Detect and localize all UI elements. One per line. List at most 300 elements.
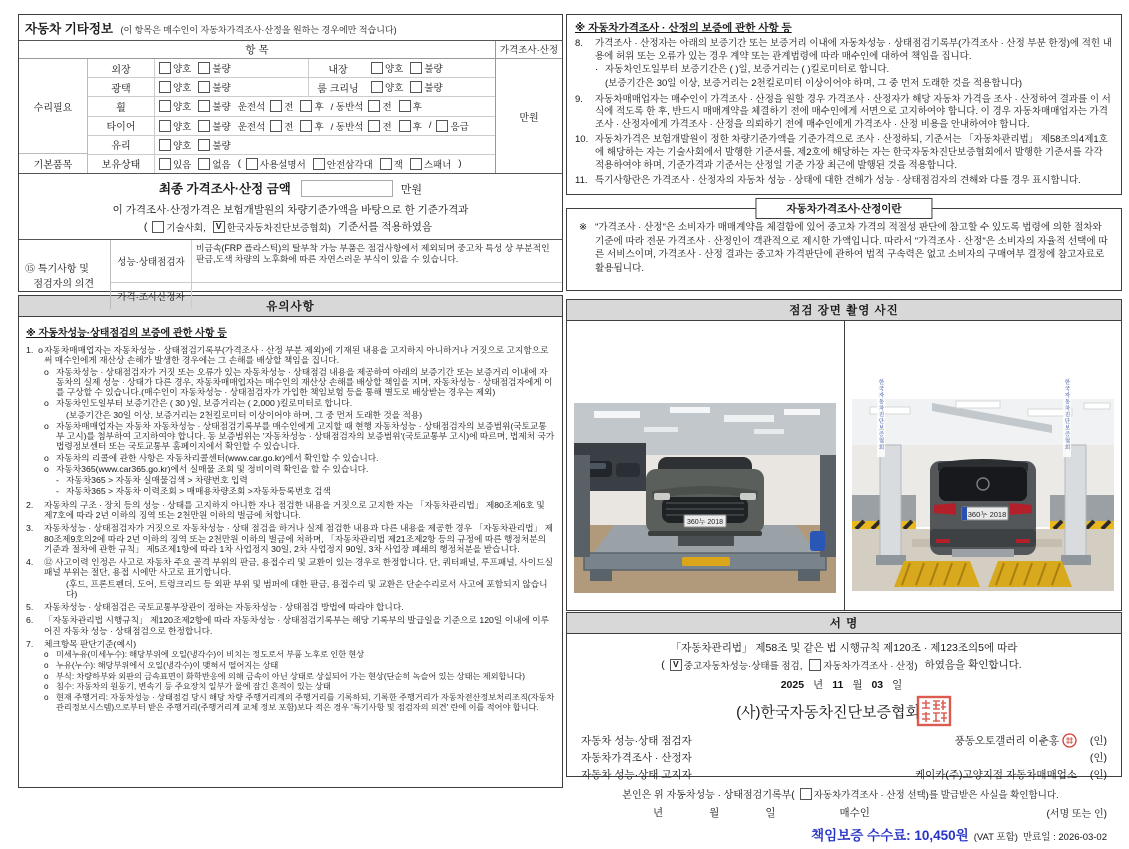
org-line [581,695,1107,727]
checkbox-label: 스패너 [423,159,452,171]
checkbox-label: 양호 [173,121,192,133]
fee-expire: 만료일 : 2026-03-02 [1022,832,1107,843]
list-marker: 11. [575,175,588,187]
checkbox[interactable] [152,221,164,233]
seal-placeholder: (인) [1089,752,1107,764]
list-item [56,579,555,600]
checkbox-label: 중고자동차성능·상태를 점검, [683,660,803,672]
list-text: 자동차가격은 보험개발원이 정한 차량기준가액을 기준가격으로 조사 · 산정하되, 기준서는 「자동차관리법」 제58조의4제1호에 해당하는 자는 기술사회에서 발행한 기준서를, 제2호에 해당하는 자는 한국자동차진단보증협회에서 발행한 기준서를 각각 적용하여야 하며, 기준가격과 기준서는 산정일 기준 가장 최근에 발행된 것을 적용합니다. [595,134,1108,171]
checkbox-label: 불량 [212,121,231,133]
buyer-sign-hint: (서명 또는 인) [1046,809,1107,820]
checkbox[interactable] [159,100,171,112]
text-segment: ( [661,658,665,671]
text-segment: 월 [852,679,863,691]
special-remarks-rows [111,240,562,309]
checkbox-option [436,119,468,133]
text-segment: 운전석 [237,121,266,133]
text-segment: 03 [871,678,884,691]
signer-row [581,749,1107,766]
checkbox[interactable] [198,120,210,132]
text-segment: ( [237,158,241,170]
price-guarantee-section [566,14,1122,195]
list-marker: 4. [26,557,34,568]
list-item [56,486,555,496]
list-marker [56,410,66,420]
list-item [26,557,555,578]
list-item [595,64,1113,77]
checkbox-label: 불량 [212,140,231,152]
price-guarantee-header: ※ 자동차가격조사 · 산정의 보증에 관한 사항 등 [575,22,792,34]
signer-role: 자동차 성능·상태 고지자 [581,769,692,781]
checkbox-label: 응급 [450,121,469,133]
checkbox-option [300,99,323,113]
notes-section [18,295,563,788]
checkbox-label: 자동차가격조사 · 산정) [823,660,918,672]
org-name: (사)한국자동차진단보증협회 [736,703,920,721]
checkbox-label: 사용설명서 [259,159,306,171]
checkbox-label: 전 [382,102,392,114]
remark-text: 비금속(FRP 플라스틱)의 탈부착 가능 부품은 점검사항에서 제외되며 중고차 특성 상 부분적인 판금,도색 차량의 노후화에 따른 자연스러운 부식이 있을 수 있습니다. [196,243,550,265]
checkbox-option [313,157,373,171]
row-mid-label: 내장 [308,59,367,77]
list-marker: o [44,671,49,681]
buyer-label: 매수인 [839,807,870,819]
checkbox-option [198,61,230,75]
list-text: 미세누유(미세누수): 해당부위에 오일(냉각수)이 비치는 정도로서 부품 노후로 인한 현상 [56,650,365,660]
notes-subheader: ※ 자동차성능·상태점검의 보증에 관한 사항 등 [26,328,227,339]
table-header-row [19,40,562,58]
final-amount-label: 최종 가격조사·산정 금액 [158,182,291,196]
section-title-note: (이 항목은 매수인이 자동차가격조사·산정을 원하는 경우에만 적습니다) [120,25,397,35]
list-item [575,134,1113,172]
list-marker: o [44,452,49,463]
checkbox-option [399,119,422,133]
checkbox[interactable] [198,100,210,112]
special-remark-row [111,240,562,283]
list-marker: 7. [26,638,34,649]
checkbox-option [371,61,403,75]
row-label: 타이어 [88,117,155,135]
signer-role: 자동차 성능·상태 점검자 [581,735,692,747]
list-marker: 3. [26,523,34,534]
list-text: 자동차성능 · 상태점검자가 거짓으로 자동차성능 · 상태 점검을 하거나 실제 점검한 내용과 다른 내용을 제공한 경우 「자동차관리법」 제80조제9호의2에 따라 2년 이하의 징역 또는 2천만원 이하의 벌금에 처하며, 「자동차관리법 제21조제2항 등의 규정에 따른 행정처분의 기준과 절차에 관한 규칙」 제5조제1항에 따라 1차 사업정지 30일, 2차 사업정지 90일, 3차 사업장 폐쇄의 행정처분을 받습니다. [44,523,553,554]
signer-name-text: 풍동오토갤러리 이춘홍 [954,735,1059,747]
row-label: 광택 [88,78,155,96]
list-text: 자동차365 > 자동차 이력조회 > 매매용차량조회 >자동차등록번호 검색 [66,486,331,497]
checkbox[interactable] [300,120,312,132]
column-header-price: 가격조사·산정 [495,41,562,58]
notes-header: 유의사항 [19,296,562,317]
row-checks [155,119,495,133]
row-checks-2 [367,61,495,75]
seal-placeholder: (인) [1089,735,1107,747]
list-marker: 6. [26,615,34,626]
list-text: 자동차성능 · 상태점검은 국토교통부장관이 정하는 자동차성능 · 상태점검 방법에 따라야 합니다. [44,602,404,613]
list-item [44,682,555,692]
list-item [26,615,555,636]
checkbox-option [368,99,391,113]
checkbox-option [159,138,191,152]
photo-front-image [574,403,836,593]
checkbox-option [270,99,293,113]
checkbox-label: 양호 [385,83,404,95]
list-text: ⑫ 사고이력 인정은 사고로 자동차 주요 골격 부위의 판금, 용접수리 및 교환이 있는 경우로 한정합니다. 단, 쿼터패널, 루프패널, 사이드실패널 부위는 절단, 용접 시에만 사고로 표기합니다. [44,557,553,578]
list-marker: o [44,650,49,660]
list-text: 자동차매매업자는 매수인이 가격조사 · 산정을 원할 경우 가격조사 · 산정자가 해당 자동차 가격을 조사 · 산정하여 결과를 이 서식에 적도록 한 후, 반드시 매매계약을 체결하기 전에 매수인에게 서면으로 고지하여야 합니다. 이 경우 자동차매매업자는 가격조사 · 산정자에게 가격조사 · 산정을 의뢰하기 전에 매수인에게 가격조사 · 산정 비용을 안내하여야 합니다. [595,93,1111,130]
list-marker: o [44,660,49,670]
signer-name [796,733,1077,748]
text-segment: ( [143,220,148,233]
table-row [88,117,495,136]
checkbox-option [198,80,230,94]
org-square-seal [916,695,952,727]
checkbox-label: 불량 [212,64,231,76]
row-checks [155,61,308,75]
row-checks-2 [367,80,495,94]
notes-items [26,345,555,712]
list-marker: o [44,420,49,431]
signature-confirm-line [581,657,1107,672]
checkbox-label: 전 [382,121,392,133]
list-text: 자동차매매업자는 자동차성능 · 상태점검기록부(가격조사 · 산정 부분 제외)에 기재된 내용을 고지하지 아니하거나 거짓으로 고지함으로써 매수인에게 재산상 손해가 발생한 경우에는 그 손해를 배상할 책임을 집니다. [44,345,549,366]
text-segment: 본인은 위 자동차성능 · 상태점검기록부( [622,790,795,801]
svg-text:360누 2018: 360누 2018 [687,519,724,526]
signature-header: 서 명 [567,613,1121,634]
list-marker: 9. [575,93,583,105]
price-info-box [566,203,1122,291]
checkbox-label: 잭 [393,159,403,171]
checkbox-label: 불량 [212,102,231,114]
checkbox-option [198,119,230,133]
row-label: 외장 [88,59,155,77]
checkbox-label: 양호 [173,102,192,114]
list-marker: 8. [575,38,583,49]
checkbox[interactable] [246,158,258,170]
checkbox-label: 기술사회, [166,222,206,234]
checkbox-option [198,99,230,113]
checkbox-option [159,99,191,113]
list-item [56,410,555,420]
repair-needed-label: 수리필요 [19,59,87,154]
list-item [26,602,555,612]
text-segment: 일 [892,679,903,691]
checkbox-label: 한국자동차진단보증협회) [226,222,331,234]
list-marker: 5. [26,602,34,613]
list-marker: 10. [575,134,589,146]
checkbox-label: 불량 [424,64,443,76]
list-text: (후드, 프론트펜더, 도어, 트렁크리드 등 외판 부위 및 범퍼에 대한 판금, 용접수리 및 교환은 단순수리로서 사고에 포함되지 않습니다) [66,578,548,599]
checkbox[interactable] [399,100,411,112]
row-mid-label: 룸 크리닝 [308,78,367,96]
list-item [44,464,555,474]
checkbox-option [399,99,422,113]
basis-note [19,200,562,239]
row-checks [155,157,495,171]
text-segment: / 동반석 [330,102,364,114]
list-text: 체크항목 판단기준(예시) [44,638,137,649]
checkbox-label: 전 [284,121,294,133]
checkbox-option [159,157,191,171]
checkbox[interactable] [380,158,392,170]
list-item [575,175,1113,188]
checkbox-option [152,220,205,234]
text-segment: 운전석 [237,102,266,114]
checkbox[interactable] [436,120,448,132]
text-segment: / [428,120,432,132]
checkbox[interactable] [270,120,282,132]
list-text: (보증기간은 30일 이상, 보증거리는 2천킬로미터 이상이어야 하며, 그 중 먼저 도래한 것을 적용합니다) [605,77,1023,89]
signature-date [581,677,1107,692]
list-text: 자동차인도일부터 보증기간은 ( )일, 보증거리는 ( )킬로미터로 합니다. [605,64,890,76]
checkbox[interactable] [410,158,422,170]
list-marker: · [595,64,599,76]
final-amount-unit: 만원 [400,184,423,196]
check-rows [87,59,495,173]
list-text: 자동차의 리콜에 관한 사항은 자동차리콜센터(www.car.go.kr)에서 확인할 수 있습니다. [56,452,379,463]
list-marker: o [44,463,49,474]
checkbox-option [380,157,403,171]
basis-note-line2 [19,219,562,234]
basis-note-line1: 이 가격조사·산정가격은 보험개발원의 차량기준가액을 바탕으로 한 기준가격과 [112,204,469,216]
list-text: 가격조사 · 산정자는 아래의 보증기간 또는 보증거리 이내에 자동차성능 · 상태점검기록부(가격조사 · 산정 부분 한정)에 적힌 내용에 허위 또는 오류가 있는 경우 계약 또는 관계법령에 따라 매수인에 대하여 책임을 집니다. [595,38,1112,62]
list-item [44,367,555,398]
list-item [44,421,555,452]
basic-items-label: 기본품목 [33,160,73,172]
checkbox-option [368,119,391,133]
checkbox[interactable] [368,120,380,132]
list-text: (보증기간은 30일 이상, 보증거리는 2천킬로미터 이상이어야 하며, 그 중 먼저 도래한 것을 적용) [66,409,423,420]
checkbox[interactable] [800,788,812,800]
checkbox[interactable] [159,81,171,93]
checkbox[interactable] [198,158,210,170]
table-body [19,58,562,173]
photo-cell-rear [844,321,1122,610]
list-text: 특기사항란은 가격조사 · 산정자의 자동차 성능 · 상태에 대한 견해가 성능 · 상태점검자의 견해와 다를 경우 표시합니다. [595,175,1081,187]
checkbox[interactable] [270,100,282,112]
list-marker [595,78,605,91]
signature-section [566,612,1122,843]
list-item [44,693,555,712]
text-segment: 기준서를 적용하였음 [337,221,433,233]
list-text: 자동차매매업자는 자동차 자동차성능 · 상태점검기록부를 매수인에게 고지할 때 현행 자동차성능 · 상태점검자의 보증범위(국토교통부 고시)를 첨부하여 고지하여야 합니다. 동 보증범위는 '자동차성능 · 상태점검자의 보증범위'(국토교통부 고시)에 따르며, 법제처 국가법령정보센터 또는 국토교통부 홈페이지에서 확인할 수 있습니다. [56,420,555,452]
list-marker: 2. [26,499,34,510]
list-marker: o [44,682,49,692]
checkbox[interactable] [198,139,210,151]
checkbox-option [198,138,230,152]
checkbox[interactable] [300,100,312,112]
checkbox[interactable] [159,139,171,151]
list-text: 현재 주행거리: 자동차성능 · 상태점검 당시 해당 차량 주행거리계의 주행거리를 기록하되, 기록한 주행거리가 자동차전산정보처리조직(자동차관리정보시스템)으로부터 받은 주행거리(주행거리계 교체 정보 포함)보다 적은 경우 '특기사항 및 점검자의 의견' 란에 이를 적어야 합니다. [56,692,555,712]
final-amount-input[interactable] [301,180,393,197]
list-text: 누유(누수): 해당부위에서 오일(냉각수)이 맺혀서 떨어지는 상태 [56,660,279,670]
checkbox-label: 후 [314,102,324,114]
fee-vat: (VAT 포함) [973,832,1018,843]
price-info-box-title: 자동차가격조사·산정이란 [755,198,932,219]
other-info-title-row [19,15,562,40]
signature-rows [581,732,1107,783]
checkbox-option [410,80,442,94]
table-row [88,136,495,155]
checkbox-label: 안전삼각대 [326,159,373,171]
list-item [575,38,1113,63]
checkbox-option [213,220,331,234]
row-checks [155,80,308,94]
text-segment: 11 [832,678,844,691]
list-item [44,398,555,408]
column-header-item: 항 목 [245,44,269,56]
checkbox-label: 불량 [212,83,231,95]
list-marker [56,579,66,600]
checkbox[interactable] [371,81,383,93]
list-item [26,639,555,649]
signature-law-line: 「자동차관리법」 제58조 및 같은 법 시행규칙 제120조 · 제123조의5에 따라 [670,642,1018,654]
remark-author: 가격·조사산정자 [111,283,192,309]
checkbox-label: 자동차가격조사 · 산정 선택)를 발급받은 사실을 확인합니다. [813,789,1059,801]
checkbox[interactable] [159,158,171,170]
list-item [44,672,555,682]
list-marker: o [44,692,49,702]
checkbox[interactable] [371,62,383,74]
final-amount-row [19,173,562,200]
list-marker: - [56,486,59,497]
checkbox[interactable] [368,100,380,112]
list-text: 자동차365(www.car365.go.kr)에서 실매물 조회 및 정비이력 확인을 할 수 있습니다. [56,463,369,474]
signer-name-text: 케이카(주)고양지점 자동차매매업소 [914,769,1077,781]
list-item [44,661,555,671]
table-row [88,97,495,116]
checkbox-label: 없음 [212,159,231,171]
list-item [26,345,555,366]
row-checks [155,99,495,113]
checkbox[interactable] [410,62,422,74]
buyer-date-line: 년 월 일 매수인 (서명 또는 인) [653,807,1107,820]
list-item [595,78,1113,91]
fee-line [581,824,1107,844]
section-title: 자동차 기타정보 [25,22,113,36]
checkbox-option [371,80,403,94]
checkbox-label: 양호 [385,64,404,76]
checkbox-option [410,157,452,171]
row-checks [155,138,495,152]
checkbox[interactable] [410,81,422,93]
price-guarantee-items [575,38,1113,188]
checkbox[interactable] [159,120,171,132]
list-marker: 1. o [26,345,43,355]
signer-name [796,767,1077,782]
checkbox-label: 후 [314,121,324,133]
special-remark-row [111,283,562,309]
list-text: 자동차의 구조 · 장치 등의 성능 · 상태를 고지하지 아니한 자나 점검한 내용을 거짓으로 고지한 자는 「자동차관리법」 제80조제6호 및 제7호에 따라 2년 이하의 징역 또는 2천만원 이하의 벌금에 처합니다. [44,499,545,520]
list-text: 침수: 자동차의 원동기, 변속기 등 주요장치 일부가 물에 잠긴 흔적이 있는 상태 [56,682,331,692]
list-item [44,650,555,660]
checkbox-option [670,658,803,672]
price-unit-cell: 만원 [495,59,562,173]
notes-body [19,317,562,717]
checkbox-option [246,157,306,171]
signer-role: 자동차가격조사 · 산정자 [581,752,692,764]
checkbox-option [800,787,1059,801]
list-text: 부식: 차량하부와 외판의 금속표면이 화학반응에 의해 금속이 아닌 상태로 상실되어 가는 현상(단순히 녹슬어 있는 상태는 제외합니다) [56,671,525,681]
checkbox-label: 양호 [173,83,192,95]
remark-author: 성능·상태점검자 [111,240,192,282]
list-marker: o [44,366,49,377]
table-row [88,59,495,78]
checkbox-option [198,157,230,171]
checkbox-label: 양호 [173,140,192,152]
price-info-box-text: ※ "가격조사 · 산정"은 소비자가 매매계약을 체결함에 있어 중고차 가격의 적절성 판단에 참고할 수 있도록 법령에 의한 절차와 기준에 따라 전문 가격조사 · 산정인이 객관적으로 제시한 가액입니다. 따라서 "가격조사 · 산정"은 소비자의 자율적 선택에 따른 서비스이며, 가격조사 · 산정 결과는 중고차 가격판단에 관하여 법적 구속력은 없고 소비자의 구매여부 결정에 참고자료로 활용됩니다. [579,222,1108,274]
text-segment: 2025 [780,678,805,691]
row-label: 유리 [88,136,155,154]
round-seal [1062,733,1077,748]
checkbox-option [159,61,191,75]
list-marker: - [56,475,59,486]
checkbox[interactable] [399,120,411,132]
row-group-labels [19,59,87,173]
checkbox-label: 후 [412,102,422,114]
list-item [575,94,1113,132]
checkbox-label: 후 [412,121,422,133]
checkbox[interactable] [198,81,210,93]
row-label: 휠 [88,97,155,115]
text-segment: 년 [813,679,824,691]
svg-text:360누 2018: 360누 2018 [967,510,1007,519]
list-item [26,500,555,521]
post-banner-left: 한국자동차진단보증협회 [877,377,885,457]
special-remarks-label: ⑮ 특기사항 및 점검자의 의견 [19,240,111,309]
buyer-confirm-line [581,786,1107,801]
text-segment: 하였음을 확인합니다. [924,659,1022,671]
list-text: 「자동차관리법 시행규칙」 제120조제2항에 따라 자동차성능 · 상태점검기록부는 해당 기록부의 발급일을 기준으로 120일 이내에 이루어진 자동차 성능 · 상태점검으로 한정합니다. [44,615,550,636]
checkbox-label: 불량 [424,83,443,95]
checkbox[interactable] [313,158,325,170]
checkbox-label: 전 [284,102,294,114]
checkbox[interactable] [809,659,821,671]
list-item [44,453,555,463]
photos-header: 점검 장면 촬영 사진 [567,300,1121,321]
checked-checkbox[interactable]: V [213,221,225,233]
list-text: 자동차성능 · 상태점검자가 거짓 또는 오류가 있는 자동차성능 · 상태점검 내용을 제공하여 아래의 보증기간 또는 보증거리 이내에 자동차의 실제 성능 · 상태가 다른 경우, 자동차매매업자는 매수인의 재산상 손해를 배상할 책임을 지며, 자동차성능 · 상태점검자에게 이를 구상할 수 있습니다.(매수인이 자동차성능 · 상태점검자가 가입한 책임보험 등을 통해 별도로 배상받는 경우는 제외) [56,366,553,398]
text-segment: / 동반석 [330,121,364,133]
post-banner-right: 한국자동차진단보증협회 [1063,377,1071,457]
list-item [26,523,555,554]
checkbox-option [809,658,917,672]
checkbox[interactable] [198,62,210,74]
checkbox-option [410,61,442,75]
remark-text [192,283,562,309]
checkbox-option [300,119,323,133]
list-text: 자동차인도일부터 보증기간은 ( 30 )일, 보증거리는 ( 2,000 )킬로미터로 합니다. [56,398,353,409]
checkbox-label: 있음 [173,159,192,171]
inspection-photos-section [566,299,1122,611]
signer-row [581,766,1107,783]
row-label: 보유상태 [88,155,155,173]
checkbox[interactable] [159,62,171,74]
checked-checkbox[interactable]: V [670,659,682,671]
list-item [56,475,555,485]
table-row [88,78,495,97]
other-info-table [18,14,563,303]
list-text: 자동차365 > 자동차 실매물검색 > 차량번호 입력 [66,475,248,486]
list-marker: o [44,398,49,409]
signer-row [581,732,1107,749]
photo-rear-image [852,399,1114,591]
checkbox-label: 양호 [173,64,192,76]
checkbox-option [159,80,191,94]
fee-amount: 책임보증 수수료: 10,450원 [811,828,969,843]
checkbox-option [159,119,191,133]
text-segment: ) [458,158,462,170]
table-row [88,155,495,173]
